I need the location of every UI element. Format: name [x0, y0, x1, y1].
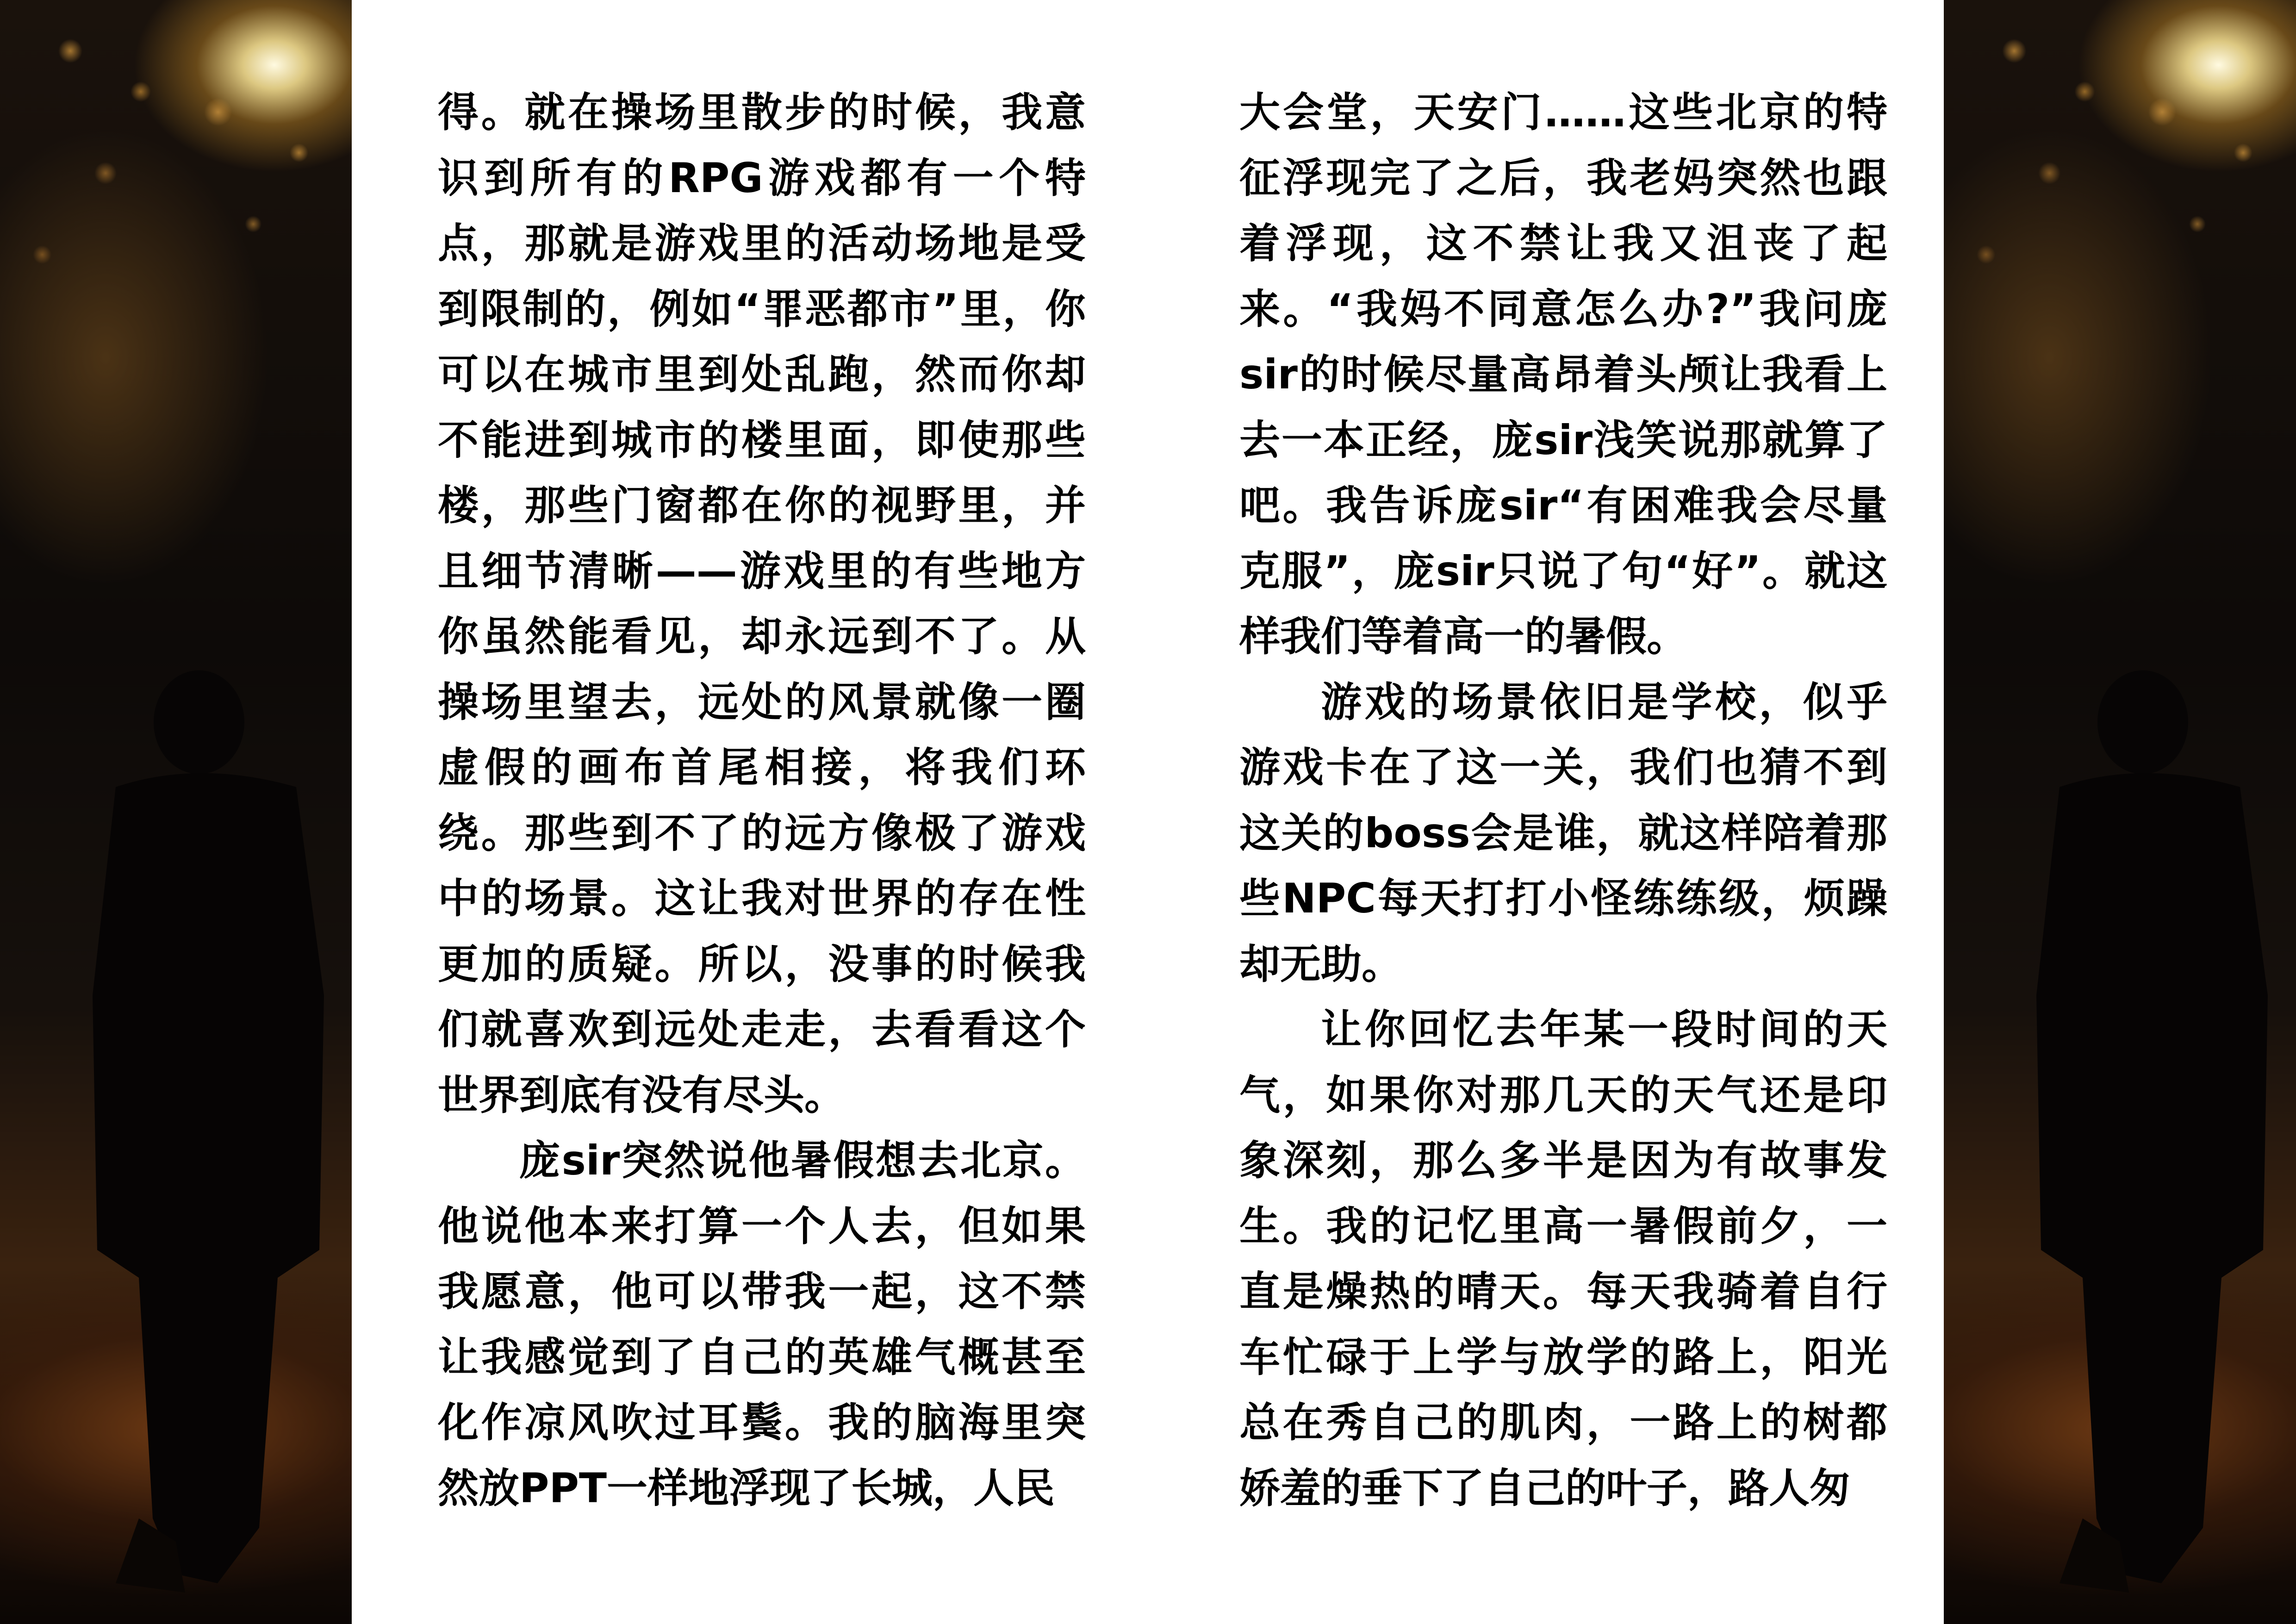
- right-photo-strip: [1944, 0, 2296, 1624]
- text-page: [352, 0, 1944, 1624]
- paragraph: 得。就在操场里散步的时候，我意识到所有的RPG游戏都有一个特点，那就是游戏里的活动场地是受到限制的，例如“罪恶都市”里，你可以在城市里到处乱跑，然而你却不能进到城市的楼里面，即使那些楼，那些门窗都在你的视野里，并且细节清晰——游戏里的有些地方你虽然能看见，却永远到不了。从操场里望去，远处的风景就像一圈虚假的画布首尾相接，将我们环绕。那些到不了的远方像极了游戏中的场景。这让我对世界的存在性更加的质疑。所以，没事的时候我们就喜欢到远处走走，去看看这个世界到底有没有尽头。: [438, 88, 1086, 1119]
- paragraph: 让你回忆去年某一段时间的天气，如果你对那几天的天气还是印象深刻，那么多半是因为有故事发生。我的记忆里高一暑假前夕，一直是燥热的晴天。每天我骑着自行车忙碌于上学与放学的路上，阳光总在秀自己的肌肉，一路上的树都娇羞的垂下了自己的叶子，路人匆: [1239, 1006, 1887, 1512]
- paragraph: 游戏的场景依旧是学校，似乎游戏卡在了这一关，我们也猜不到这关的boss会是谁，就这样陪着那些NPC每天打打小怪练练级，烦躁却无助。: [1239, 678, 1887, 988]
- paragraph: 大会堂，天安门……这些北京的特征浮现完了之后，我老妈突然也跟着浮现，这不禁让我又沮丧了起来。“我妈不同意怎么办?”我问庞sir的时候尽量高昂着头颅让我看上去一本正经，庞sir浅笑说那就算了吧。我告诉庞sir“有困难我会尽量克服”，庞sir只说了句“好”。就这样我们等着高一的暑假。: [1239, 88, 1887, 660]
- paragraph: 庞sir突然说他暑假想去北京。他说他本来打算一个人去，但如果我愿意，他可以带我一起，这不禁让我感觉到了自己的英雄气概甚至化作凉风吹过耳鬓。我的脑海里突然放PPT一样地浮现了长城，人民: [438, 1137, 1086, 1512]
- left-text-column: [438, 80, 1086, 1521]
- left-photo-strip: [0, 0, 352, 1624]
- walking-person-silhouette: [1944, 0, 2296, 1624]
- right-text-column: [1239, 80, 1887, 1521]
- walking-person-silhouette: [0, 0, 352, 1624]
